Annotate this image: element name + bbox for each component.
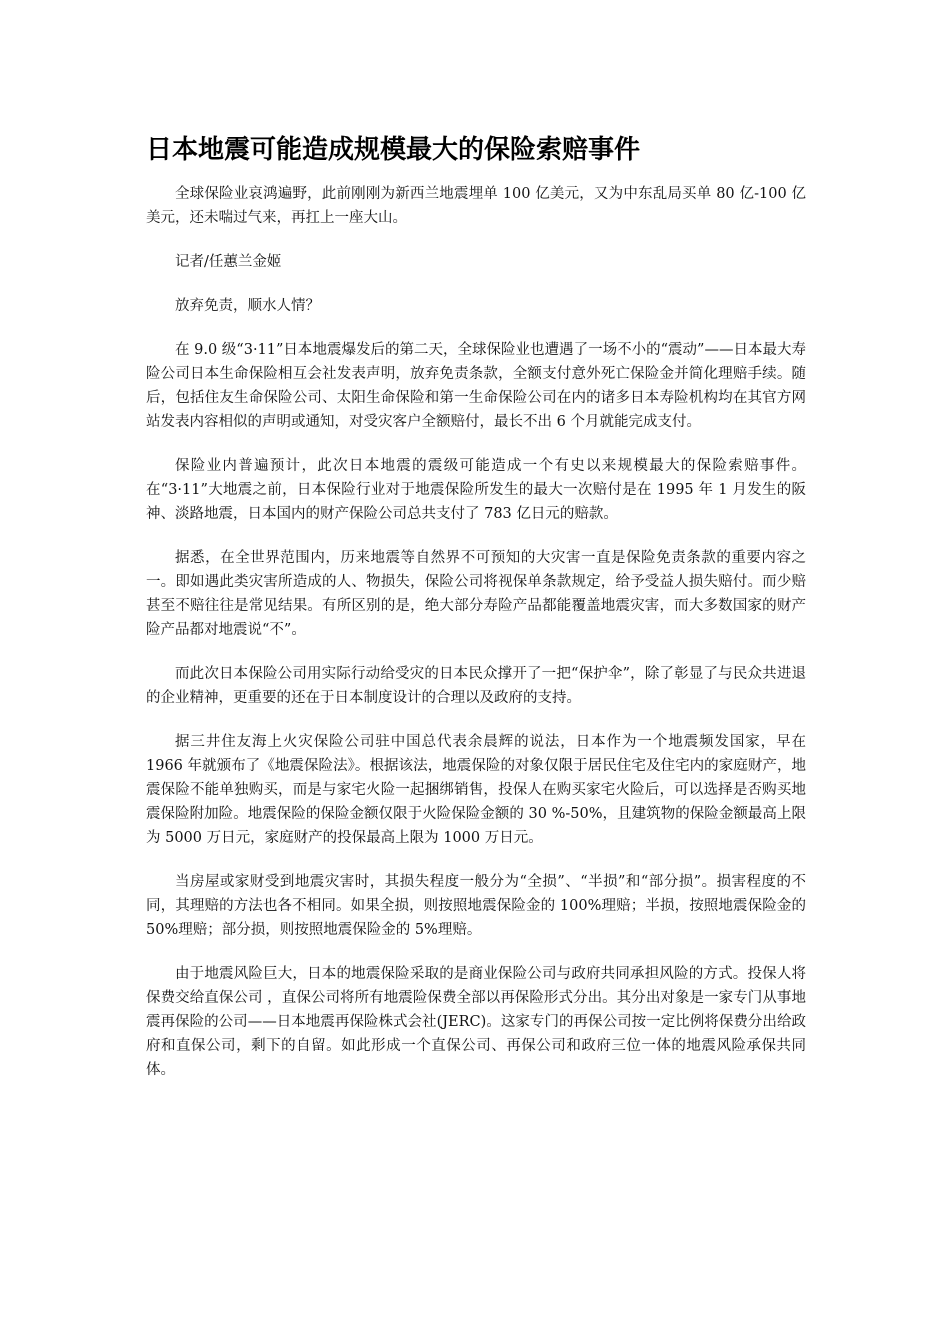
article-paragraph: 据三井住友海上火灾保险公司驻中国总代表余晨辉的说法，日本作为一个地震频发国家，早在 1966 年就颁布了《地震保险法》。根据该法，地震保险的对象仅限于居民住宅及住宅内的家庭财产，地震保险不能单独购买，而是与家宅火险一起捆绑销售，投保人在购买家宅火险后，可以选择是否购买地震保险附加险。地震保险的保险金额仅限于火险保险金额的 30 %-50%，且建筑物的保险金额最高上限为 5000 万日元，家庭财产的投保最高上限为 1000 万日元。 xyxy=(146,734,806,846)
document-page xyxy=(146,132,806,1102)
article-paragraph: 在 9.0 级“3·11”日本地震爆发后的第二天，全球保险业也遭遇了一场不小的“震动”——日本最大寿险公司日本生命保险相互会社发表声明，放弃免责条款，全额支付意外死亡保险金并简化理赔手续。随后，包括住友生命保险公司、太阳生命保险和第一生命保险公司在内的诸多日本寿险机构均在其官方网站发表内容相似的声明或通知，对受灾客户全额赔付，最长不出 6 个月就能完成支付。 xyxy=(146,342,806,430)
article-paragraph: 由于地震风险巨大，日本的地震保险采取的是商业保险公司与政府共同承担风险的方式。投保人将保费交给直保公司 ，直保公司将所有地震险保费全部以再保险形式分出。其分出对象是一家专门从事地震再保险的公司——日本地震再保险株式会社(JERC)。这家专门的再保公司按一定比例将保费分出给政府和直保公司，剩下的自留。如此形成一个直保公司、再保公司和政府三位一体的地震风险承保共同体。 xyxy=(146,966,806,1078)
article-paragraph: 据悉，在全世界范围内，历来地震等自然界不可预知的大灾害一直是保险免责条款的重要内容之一。即如遇此类灾害所造成的人、物损失，保险公司将视保单条款规定，给予受益人损失赔付。而少赔甚至不赔往往是常见结果。有所区别的是，绝大部分寿险产品都能覆盖地震灾害，而大多数国家的财产险产品都对地震说“不”。 xyxy=(146,550,806,638)
article-byline: 记者/任蕙兰金姬 xyxy=(175,254,282,270)
article-title: 日本地震可能造成规模最大的保险索赔事件 xyxy=(146,135,641,165)
article-paragraph: 当房屋或家财受到地震灾害时，其损失程度一般分为“全损”、“半损”和“部分损”。损害程度的不同，其理赔的方法也各不相同。如果全损，则按照地震保险金的 100%理赔；半损，按照地震保险金的 50%理赔；部分损，则按照地震保险金的 5%理赔。 xyxy=(146,874,806,938)
article-section-heading: 放弃免责，顺水人情？ xyxy=(175,298,320,314)
article-paragraph: 而此次日本保险公司用实际行动给受灾的日本民众撑开了一把“保护伞”，除了彰显了与民众共进退的企业精神，更重要的还在于日本制度设计的合理以及政府的支持。 xyxy=(146,666,806,706)
article-lead-paragraph: 全球保险业哀鸿遍野，此前刚刚为新西兰地震埋单 100 亿美元，又为中东乱局买单 80 亿-100 亿美元，还未喘过气来，再扛上一座大山。 xyxy=(146,186,806,226)
article-paragraph: 保险业内普遍预计，此次日本地震的震级可能造成一个有史以来规模最大的保险索赔事件。在“3·11”大地震之前，日本保险行业对于地震保险所发生的最大一次赔付是在 1995 年 1 月发生的阪神、淡路地震，日本国内的财产保险公司总共支付了 783 亿日元的赔款。 xyxy=(146,458,806,522)
